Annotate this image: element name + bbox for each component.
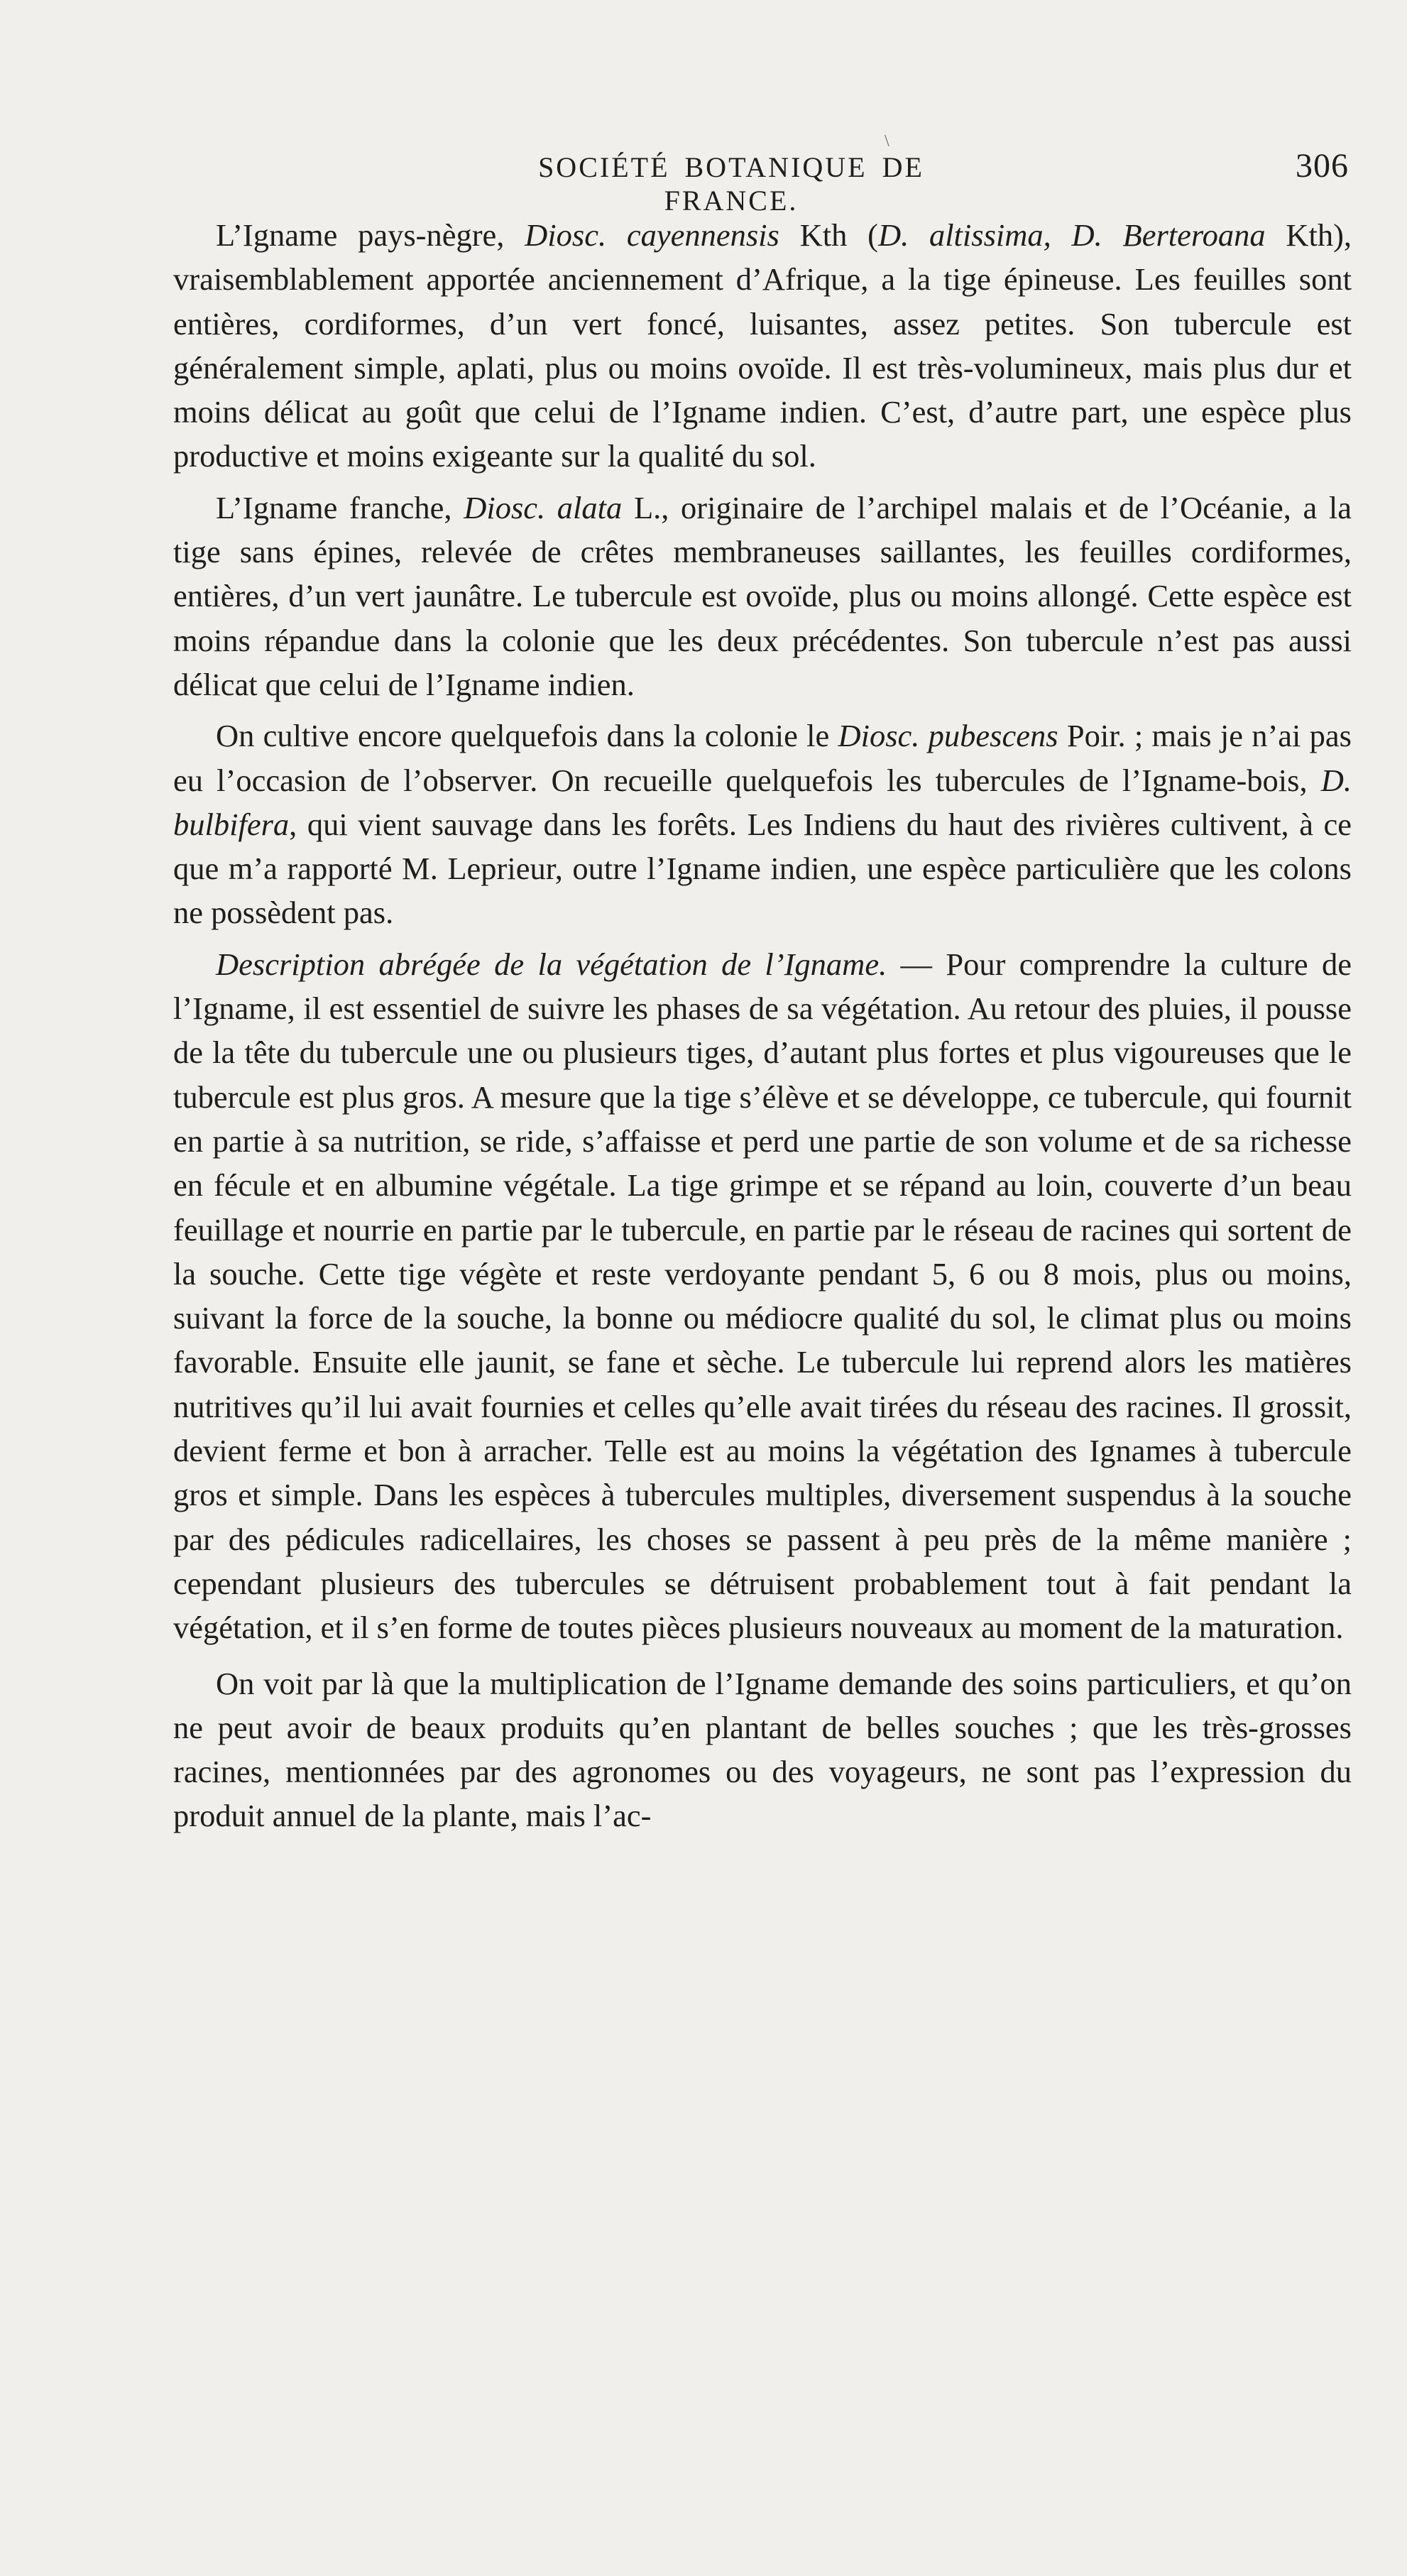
taxon-name: D. altissima, D. Berteroana <box>877 217 1266 253</box>
text-run: L., originaire de l’archipel malais et de l’Océanie, a la tige sans épines, relevée de crêtes membraneuses saillantes, les feuilles cordiformes, entières, d’un vert jaunâtre. Le tubercule est ovoïde, plus ou moins allongé. Cette espèce est moins répandue dans la colonie que les deux précédentes. Son tubercule n’est pas aussi délicat que celui de l’Igname indien. <box>173 489 1352 702</box>
text-run: — Pour comprendre la culture de l’Igname, il est essentiel de suivre les phases de sa végétation. Au retour des pluies, il pousse de la tête du tubercule une ou plusieurs tiges, d’autant plus fortes et plus vigoureuses que le tubercule est plus gros. A mesure que la tige s’élève et se développe, ce tubercule, qui fournit en partie à sa nutrition, se ride, s’affaisse et perd une partie de son volume et de sa richesse en fécule et en albumine végétale. La tige grimpe et se répand au loin, couverte d’un beau feuillage et nourrie en partie par le tubercule, en partie par le réseau de racines qui sortent de la souche. Cette tige végète et reste verdoyante pendant 5, 6 ou 8 mois, plus ou moins, suivant la force de la souche, la bonne ou médiocre qualité du sol, le climat plus ou moins favorable. Ensuite elle jaunit, se fane et sèche. Le tubercule lui reprend alors les matières nutritives qu’il lui avait fournies et celles qu’elle avait tirées du réseau des racines. Il grossit, devient ferme et bon à arracher. Telle est au moins la végétation des Ignames à tubercule gros et simple. Dans les espèces à tubercules multiples, diversement suspendus à la souche par des pédicules radicellaires, les choses se passent à peu près de la même manière ; cependant plusieurs des tubercules se détruisent probablement tout à fait pendant la végétation, et il s’en forme de toutes pièces plusieurs nouveaux au moment de la maturation. <box>173 946 1352 1646</box>
body-text <box>173 213 1352 1838</box>
text-run: , qui vient sauvage dans les forêts. Les Indiens du haut des rivières cultivent, à ce que m’a rapporté M. Leprieur, outre l’Igname indien, une espèce particulière que les colons ne possèdent pas. <box>173 806 1352 931</box>
paragraph-vegetation-description <box>173 942 1352 1650</box>
text-run: L’Igname pays-nègre, <box>216 217 525 253</box>
text-run: On voit par là que la multiplication de l’Igname demande des soins particuliers, et qu’on ne peut avoir de beaux produits qu’en plantant de belles souches ; que les très-grosses racines, mentionnées par des agronomes ou des voyageurs, ne sont pas l’expression du produit annuel de la plante, mais l’ac- <box>173 1665 1352 1834</box>
paragraph-igname-pays-negre <box>173 213 1352 479</box>
taxon-name: Diosc. alata <box>464 489 623 525</box>
taxon-name: Diosc. cayennensis <box>525 217 779 253</box>
stray-mark: \ <box>885 132 889 151</box>
section-heading: Description abrégée de la végétation de l’Igname. <box>216 946 887 982</box>
text-run: Poir. ; mais je n’ai pas eu l’occasion de l’observer. On recueille quelquefois les tubercules de l’Igname-bois, <box>173 718 1352 798</box>
taxon-name: D. bulbifera <box>173 762 1352 842</box>
page-number: 306 <box>1296 147 1349 185</box>
paragraph-other-species <box>173 714 1352 934</box>
paragraph-multiplication <box>173 1661 1352 1838</box>
text-run: On cultive encore quelquefois dans la colonie le <box>216 718 838 754</box>
text-run: Kth ( <box>779 217 878 253</box>
text-run: L’Igname franche, <box>216 489 464 525</box>
text-run: Kth), vraisemblablement apportée anciennement d’Afrique, a la tige épineuse. Les feuilles sont entières, cordiformes, d’un vert foncé, luisantes, assez petites. Son tubercule est généralement simple, aplati, plus ou moins ovoïde. Il est très-volumineux, mais plus dur et moins délicat au goût que celui de l’Igname indien. C’est, d’autre part, une espèce plus productive et moins exigeante sur la qualité du sol. <box>173 217 1352 474</box>
running-title: SOCIÉTÉ BOTANIQUE DE FRANCE. <box>538 151 924 217</box>
running-header <box>213 147 1349 217</box>
paragraph-igname-franche <box>173 486 1352 706</box>
taxon-name: Diosc. pubescens <box>838 718 1058 754</box>
